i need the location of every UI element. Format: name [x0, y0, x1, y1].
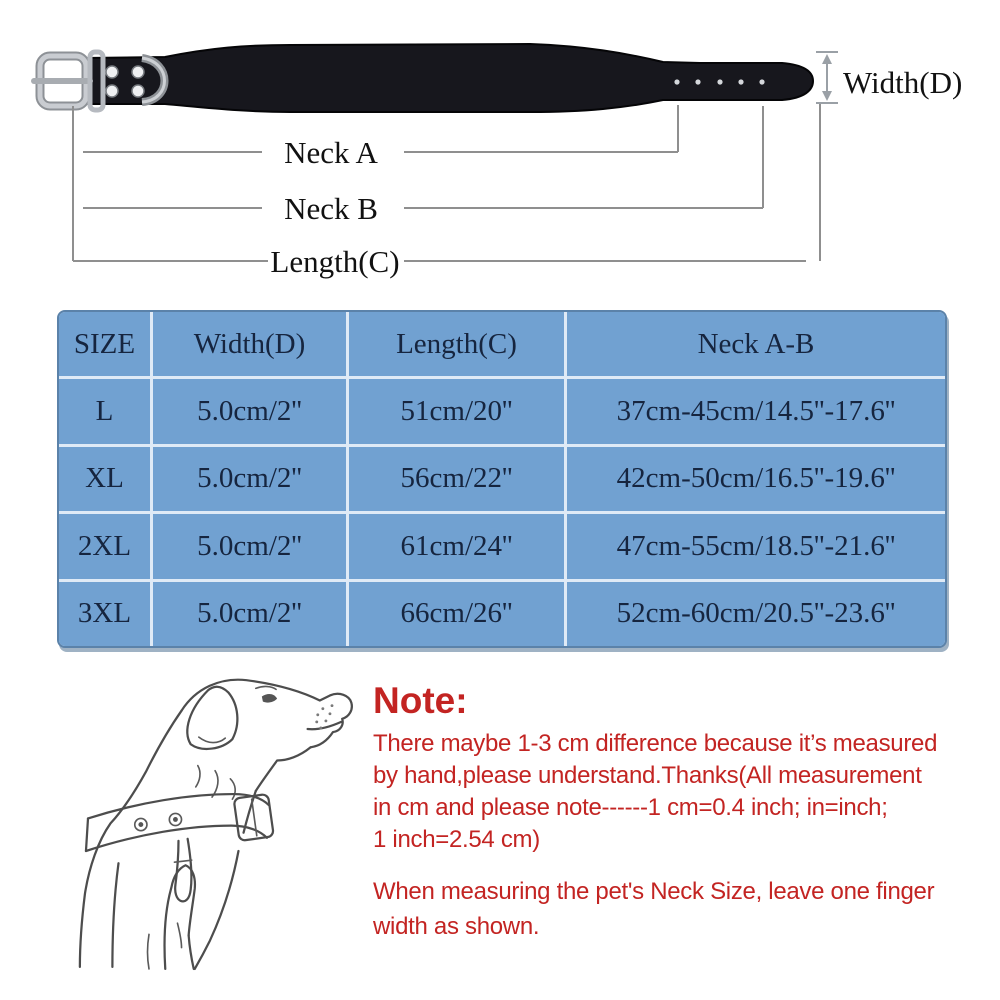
- note-body-line: in cm and please note------1 cm=0.4 inch; in=inch;: [373, 794, 888, 821]
- table-cell-size: XL: [59, 447, 150, 511]
- note-body-line: by hand,please understand.Thanks(All measurement: [373, 762, 922, 789]
- table-cell-width: 5.0cm/2'': [153, 514, 346, 578]
- table-cell-length: 51cm/20'': [349, 379, 564, 443]
- note-body-line: 1 inch=2.54 cm): [373, 826, 540, 853]
- table-cell-neck: 42cm-50cm/16.5''-19.6'': [567, 447, 945, 511]
- table-cell-size: L: [59, 379, 150, 443]
- size-table-header-neck: Neck A-B: [567, 312, 945, 376]
- size-table-header-size: SIZE: [59, 312, 150, 376]
- collar-diagram: [0, 0, 1000, 300]
- table-cell-length: 56cm/22'': [349, 447, 564, 511]
- length-c-label: Length(C): [270, 244, 400, 279]
- table-cell-size: 2XL: [59, 514, 150, 578]
- table-cell-neck: 37cm-45cm/14.5''-17.6'': [567, 379, 945, 443]
- note-body-line: There maybe 1-3 cm difference because it’s measured: [373, 730, 938, 757]
- neck-a-label: Neck A: [284, 135, 378, 170]
- table-cell-neck: 52cm-60cm/20.5''-23.6'': [567, 582, 945, 646]
- size-table-header-length: Length(C): [349, 312, 564, 376]
- size-table: [57, 310, 947, 648]
- note-tip: [373, 874, 948, 944]
- width-d-label: Width(D): [843, 65, 963, 100]
- collar-strap-graphic: [34, 44, 813, 112]
- table-cell-width: 5.0cm/2'': [153, 379, 346, 443]
- table-cell-width: 5.0cm/2'': [153, 582, 346, 646]
- table-cell-length: 66cm/26'': [349, 582, 564, 646]
- width-d-arrow: [816, 52, 838, 103]
- note-body: [373, 728, 948, 856]
- note-block: [373, 680, 948, 944]
- table-cell-width: 5.0cm/2'': [153, 447, 346, 511]
- neck-b-label: Neck B: [284, 191, 378, 226]
- size-table-header-width: Width(D): [153, 312, 346, 376]
- table-cell-length: 61cm/24'': [349, 514, 564, 578]
- note-title: Note:: [373, 680, 468, 721]
- dog-measuring-illustration: [55, 668, 365, 973]
- note-tip-line: When measuring the pet's Neck Size, leave one finger: [373, 878, 935, 905]
- table-cell-size: 3XL: [59, 582, 150, 646]
- note-tip-line: width as shown.: [373, 913, 540, 940]
- table-cell-neck: 47cm-55cm/18.5''-21.6'': [567, 514, 945, 578]
